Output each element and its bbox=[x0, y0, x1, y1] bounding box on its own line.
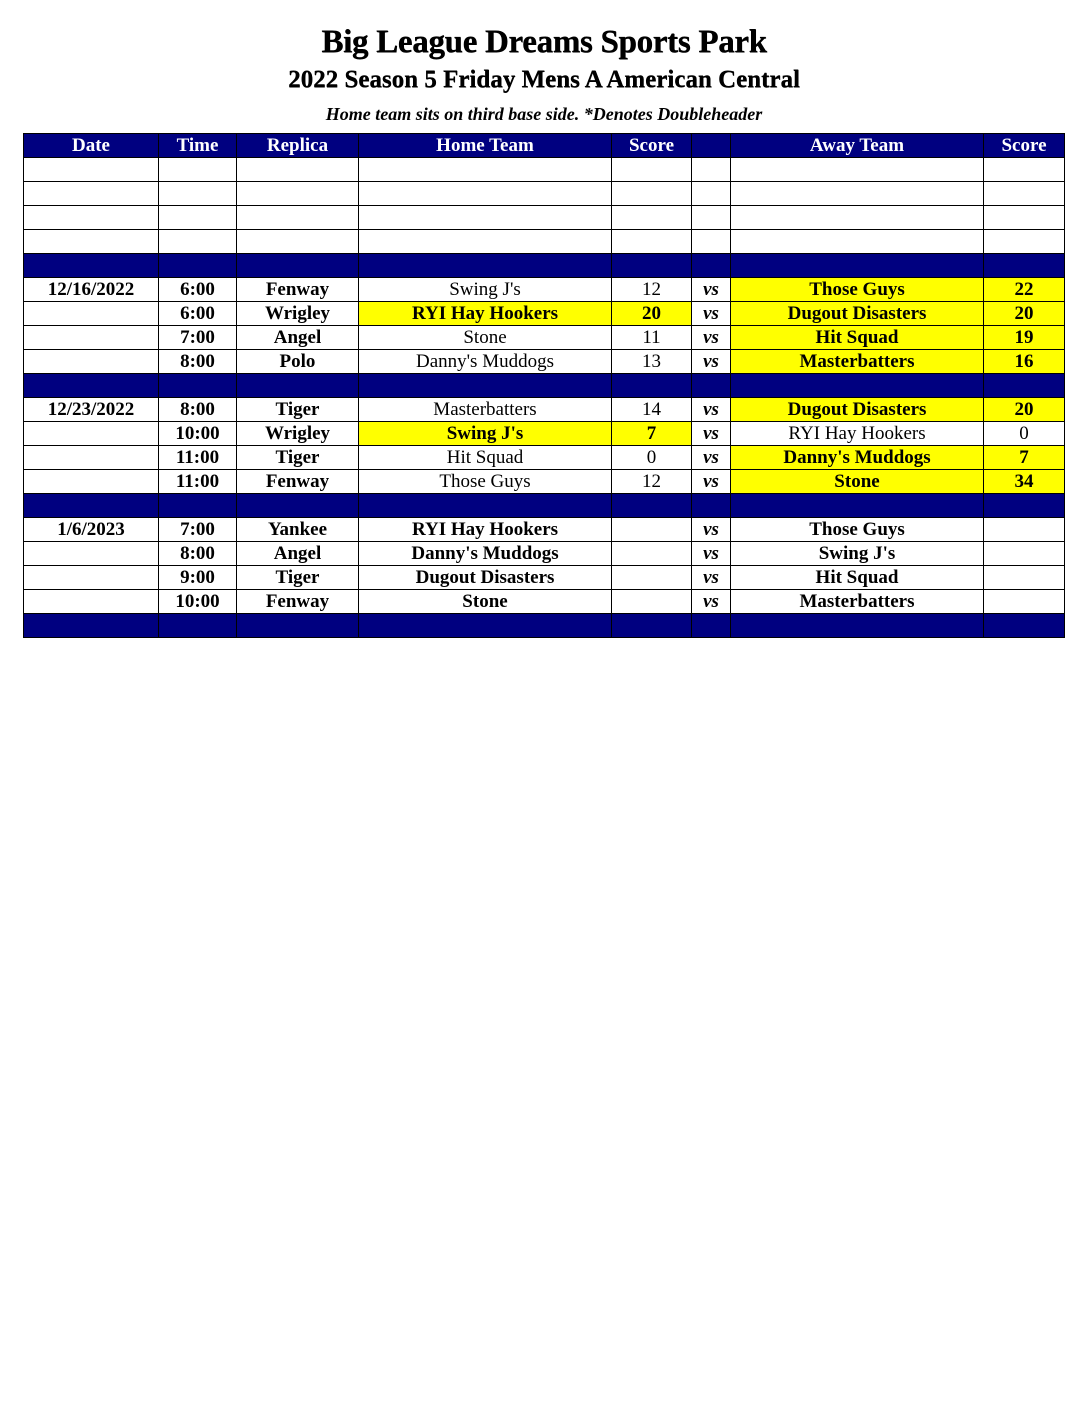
blank-cell bbox=[159, 206, 237, 230]
blank-cell bbox=[24, 182, 159, 206]
replica-cell: Fenway bbox=[237, 278, 359, 302]
col-header-away-team: Away Team bbox=[731, 134, 984, 158]
replica-cell: Tiger bbox=[237, 566, 359, 590]
away-score-cell: 20 bbox=[984, 398, 1065, 422]
separator-cell bbox=[359, 374, 612, 398]
home-team-cell: Danny's Muddogs bbox=[359, 542, 612, 566]
home-score-cell: 13 bbox=[612, 350, 692, 374]
vs-cell: vs bbox=[692, 566, 731, 590]
separator-cell bbox=[237, 614, 359, 638]
game-row bbox=[24, 590, 1065, 614]
separator-cell bbox=[731, 374, 984, 398]
replica-cell: Tiger bbox=[237, 398, 359, 422]
separator-cell bbox=[612, 614, 692, 638]
separator-cell bbox=[984, 254, 1065, 278]
home-team-cell: Hit Squad bbox=[359, 446, 612, 470]
col-header-replica: Replica bbox=[237, 134, 359, 158]
away-team-cell: Hit Squad bbox=[731, 566, 984, 590]
date-cell bbox=[24, 326, 159, 350]
blank-cell bbox=[24, 230, 159, 254]
game-row bbox=[24, 302, 1065, 326]
away-score-cell: 0 bbox=[984, 422, 1065, 446]
away-team-cell: Those Guys bbox=[731, 518, 984, 542]
blank-cell bbox=[359, 206, 612, 230]
game-row bbox=[24, 422, 1065, 446]
date-cell bbox=[24, 470, 159, 494]
separator-cell bbox=[359, 494, 612, 518]
blank-row bbox=[24, 158, 1065, 182]
away-team-cell: Dugout Disasters bbox=[731, 302, 984, 326]
replica-cell: Fenway bbox=[237, 470, 359, 494]
date-cell bbox=[24, 590, 159, 614]
blank-cell bbox=[984, 230, 1065, 254]
blank-cell bbox=[731, 158, 984, 182]
blank-cell bbox=[237, 230, 359, 254]
time-cell: 8:00 bbox=[159, 350, 237, 374]
blank-cell bbox=[612, 158, 692, 182]
vs-cell: vs bbox=[692, 326, 731, 350]
date-cell: 12/23/2022 bbox=[24, 398, 159, 422]
game-row bbox=[24, 326, 1065, 350]
date-cell: 1/6/2023 bbox=[24, 518, 159, 542]
home-team-cell: Masterbatters bbox=[359, 398, 612, 422]
replica-cell: Wrigley bbox=[237, 302, 359, 326]
separator-cell bbox=[692, 254, 731, 278]
col-header-away-score: Score bbox=[984, 134, 1065, 158]
home-score-cell: 12 bbox=[612, 278, 692, 302]
separator-cell bbox=[984, 374, 1065, 398]
game-row bbox=[24, 350, 1065, 374]
separator-cell bbox=[731, 494, 984, 518]
header-row bbox=[24, 134, 1065, 158]
blank-cell bbox=[692, 158, 731, 182]
separator-cell bbox=[159, 374, 237, 398]
game-row bbox=[24, 470, 1065, 494]
blank-cell bbox=[692, 230, 731, 254]
replica-cell: Angel bbox=[237, 326, 359, 350]
blank-cell bbox=[731, 182, 984, 206]
blank-cell bbox=[24, 206, 159, 230]
time-cell: 10:00 bbox=[159, 590, 237, 614]
separator-row bbox=[24, 494, 1065, 518]
away-team-cell: Masterbatters bbox=[731, 590, 984, 614]
separator-cell bbox=[731, 614, 984, 638]
blank-cell bbox=[359, 158, 612, 182]
blank-cell bbox=[612, 230, 692, 254]
home-team-cell: RYI Hay Hookers bbox=[359, 518, 612, 542]
replica-cell: Yankee bbox=[237, 518, 359, 542]
separator-row bbox=[24, 254, 1065, 278]
away-score-cell bbox=[984, 542, 1065, 566]
game-row bbox=[24, 398, 1065, 422]
separator-cell bbox=[692, 374, 731, 398]
home-team-cell: RYI Hay Hookers bbox=[359, 302, 612, 326]
page-subtitle: 2022 Season 5 Friday Mens A American Central bbox=[288, 66, 800, 93]
separator-cell bbox=[612, 494, 692, 518]
date-cell: 12/16/2022 bbox=[24, 278, 159, 302]
separator-cell bbox=[692, 614, 731, 638]
separator-cell bbox=[359, 254, 612, 278]
home-score-cell: 7 bbox=[612, 422, 692, 446]
away-score-cell: 34 bbox=[984, 470, 1065, 494]
home-score-cell: 20 bbox=[612, 302, 692, 326]
home-score-cell bbox=[612, 542, 692, 566]
vs-cell: vs bbox=[692, 446, 731, 470]
home-score-cell: 14 bbox=[612, 398, 692, 422]
away-score-cell: 16 bbox=[984, 350, 1065, 374]
vs-cell: vs bbox=[692, 470, 731, 494]
separator-cell bbox=[159, 494, 237, 518]
away-score-cell: 7 bbox=[984, 446, 1065, 470]
home-team-cell: Dugout Disasters bbox=[359, 566, 612, 590]
blank-cell bbox=[24, 158, 159, 182]
home-team-cell: Those Guys bbox=[359, 470, 612, 494]
schedule-body bbox=[24, 158, 1065, 638]
replica-cell: Tiger bbox=[237, 446, 359, 470]
date-cell bbox=[24, 422, 159, 446]
blank-row bbox=[24, 182, 1065, 206]
separator-row bbox=[24, 374, 1065, 398]
blank-cell bbox=[159, 182, 237, 206]
vs-cell: vs bbox=[692, 398, 731, 422]
separator-cell bbox=[692, 494, 731, 518]
date-cell bbox=[24, 542, 159, 566]
col-header-home-score: Score bbox=[612, 134, 692, 158]
home-team-cell: Stone bbox=[359, 590, 612, 614]
away-team-cell: Stone bbox=[731, 470, 984, 494]
blank-cell bbox=[237, 158, 359, 182]
home-team-cell: Stone bbox=[359, 326, 612, 350]
time-cell: 7:00 bbox=[159, 518, 237, 542]
away-team-cell: Swing J's bbox=[731, 542, 984, 566]
away-team-cell: Those Guys bbox=[731, 278, 984, 302]
vs-cell: vs bbox=[692, 542, 731, 566]
blank-cell bbox=[359, 182, 612, 206]
separator-cell bbox=[612, 254, 692, 278]
vs-cell: vs bbox=[692, 350, 731, 374]
vs-cell: vs bbox=[692, 518, 731, 542]
time-cell: 11:00 bbox=[159, 470, 237, 494]
separator-cell bbox=[24, 614, 159, 638]
away-team-cell: Hit Squad bbox=[731, 326, 984, 350]
date-cell bbox=[24, 566, 159, 590]
home-score-cell bbox=[612, 518, 692, 542]
away-score-cell: 22 bbox=[984, 278, 1065, 302]
time-cell: 8:00 bbox=[159, 542, 237, 566]
separator-cell bbox=[237, 374, 359, 398]
blank-cell bbox=[612, 182, 692, 206]
blank-cell bbox=[984, 206, 1065, 230]
separator-cell bbox=[612, 374, 692, 398]
date-cell bbox=[24, 446, 159, 470]
col-header-vs bbox=[692, 134, 731, 158]
blank-cell bbox=[692, 206, 731, 230]
away-team-cell: Masterbatters bbox=[731, 350, 984, 374]
separator-cell bbox=[24, 494, 159, 518]
replica-cell: Fenway bbox=[237, 590, 359, 614]
separator-cell bbox=[159, 254, 237, 278]
col-header-time: Time bbox=[159, 134, 237, 158]
replica-cell: Polo bbox=[237, 350, 359, 374]
blank-cell bbox=[159, 158, 237, 182]
separator-cell bbox=[237, 254, 359, 278]
home-score-cell: 0 bbox=[612, 446, 692, 470]
vs-cell: vs bbox=[692, 278, 731, 302]
time-cell: 6:00 bbox=[159, 278, 237, 302]
col-header-home-team: Home Team bbox=[359, 134, 612, 158]
time-cell: 6:00 bbox=[159, 302, 237, 326]
game-row bbox=[24, 566, 1065, 590]
blank-cell bbox=[359, 230, 612, 254]
date-cell bbox=[24, 302, 159, 326]
game-row bbox=[24, 446, 1065, 470]
blank-cell bbox=[612, 206, 692, 230]
blank-row bbox=[24, 230, 1065, 254]
home-score-cell: 11 bbox=[612, 326, 692, 350]
away-score-cell: 20 bbox=[984, 302, 1065, 326]
separator-cell bbox=[984, 614, 1065, 638]
separator-cell bbox=[984, 494, 1065, 518]
home-team-cell: Swing J's bbox=[359, 278, 612, 302]
time-cell: 9:00 bbox=[159, 566, 237, 590]
blank-cell bbox=[159, 230, 237, 254]
vs-cell: vs bbox=[692, 422, 731, 446]
home-score-cell bbox=[612, 590, 692, 614]
away-score-cell: 19 bbox=[984, 326, 1065, 350]
blank-cell bbox=[731, 230, 984, 254]
separator-cell bbox=[359, 614, 612, 638]
col-header-date: Date bbox=[24, 134, 159, 158]
time-cell: 8:00 bbox=[159, 398, 237, 422]
schedule-note: Home team sits on third base side. *Denotes Doubleheader bbox=[325, 104, 763, 124]
game-row bbox=[24, 518, 1065, 542]
away-team-cell: Danny's Muddogs bbox=[731, 446, 984, 470]
vs-cell: vs bbox=[692, 302, 731, 326]
vs-cell: vs bbox=[692, 590, 731, 614]
separator-cell bbox=[237, 494, 359, 518]
replica-cell: Angel bbox=[237, 542, 359, 566]
separator-row bbox=[24, 614, 1065, 638]
home-score-cell: 12 bbox=[612, 470, 692, 494]
blank-cell bbox=[237, 182, 359, 206]
home-team-cell: Danny's Muddogs bbox=[359, 350, 612, 374]
separator-cell bbox=[24, 254, 159, 278]
blank-cell bbox=[984, 158, 1065, 182]
home-team-cell: Swing J's bbox=[359, 422, 612, 446]
away-score-cell bbox=[984, 590, 1065, 614]
replica-cell: Wrigley bbox=[237, 422, 359, 446]
blank-cell bbox=[731, 206, 984, 230]
time-cell: 10:00 bbox=[159, 422, 237, 446]
time-cell: 7:00 bbox=[159, 326, 237, 350]
away-score-cell bbox=[984, 566, 1065, 590]
blank-cell bbox=[984, 182, 1065, 206]
away-team-cell: RYI Hay Hookers bbox=[731, 422, 984, 446]
game-row bbox=[24, 542, 1065, 566]
separator-cell bbox=[159, 614, 237, 638]
home-score-cell bbox=[612, 566, 692, 590]
time-cell: 11:00 bbox=[159, 446, 237, 470]
page-title: Big League Dreams Sports Park bbox=[321, 24, 767, 60]
away-score-cell bbox=[984, 518, 1065, 542]
blank-row bbox=[24, 206, 1065, 230]
separator-cell bbox=[24, 374, 159, 398]
separator-cell bbox=[731, 254, 984, 278]
blank-cell bbox=[692, 182, 731, 206]
schedule-table bbox=[23, 133, 1065, 638]
date-cell bbox=[24, 350, 159, 374]
blank-cell bbox=[237, 206, 359, 230]
game-row bbox=[24, 278, 1065, 302]
away-team-cell: Dugout Disasters bbox=[731, 398, 984, 422]
